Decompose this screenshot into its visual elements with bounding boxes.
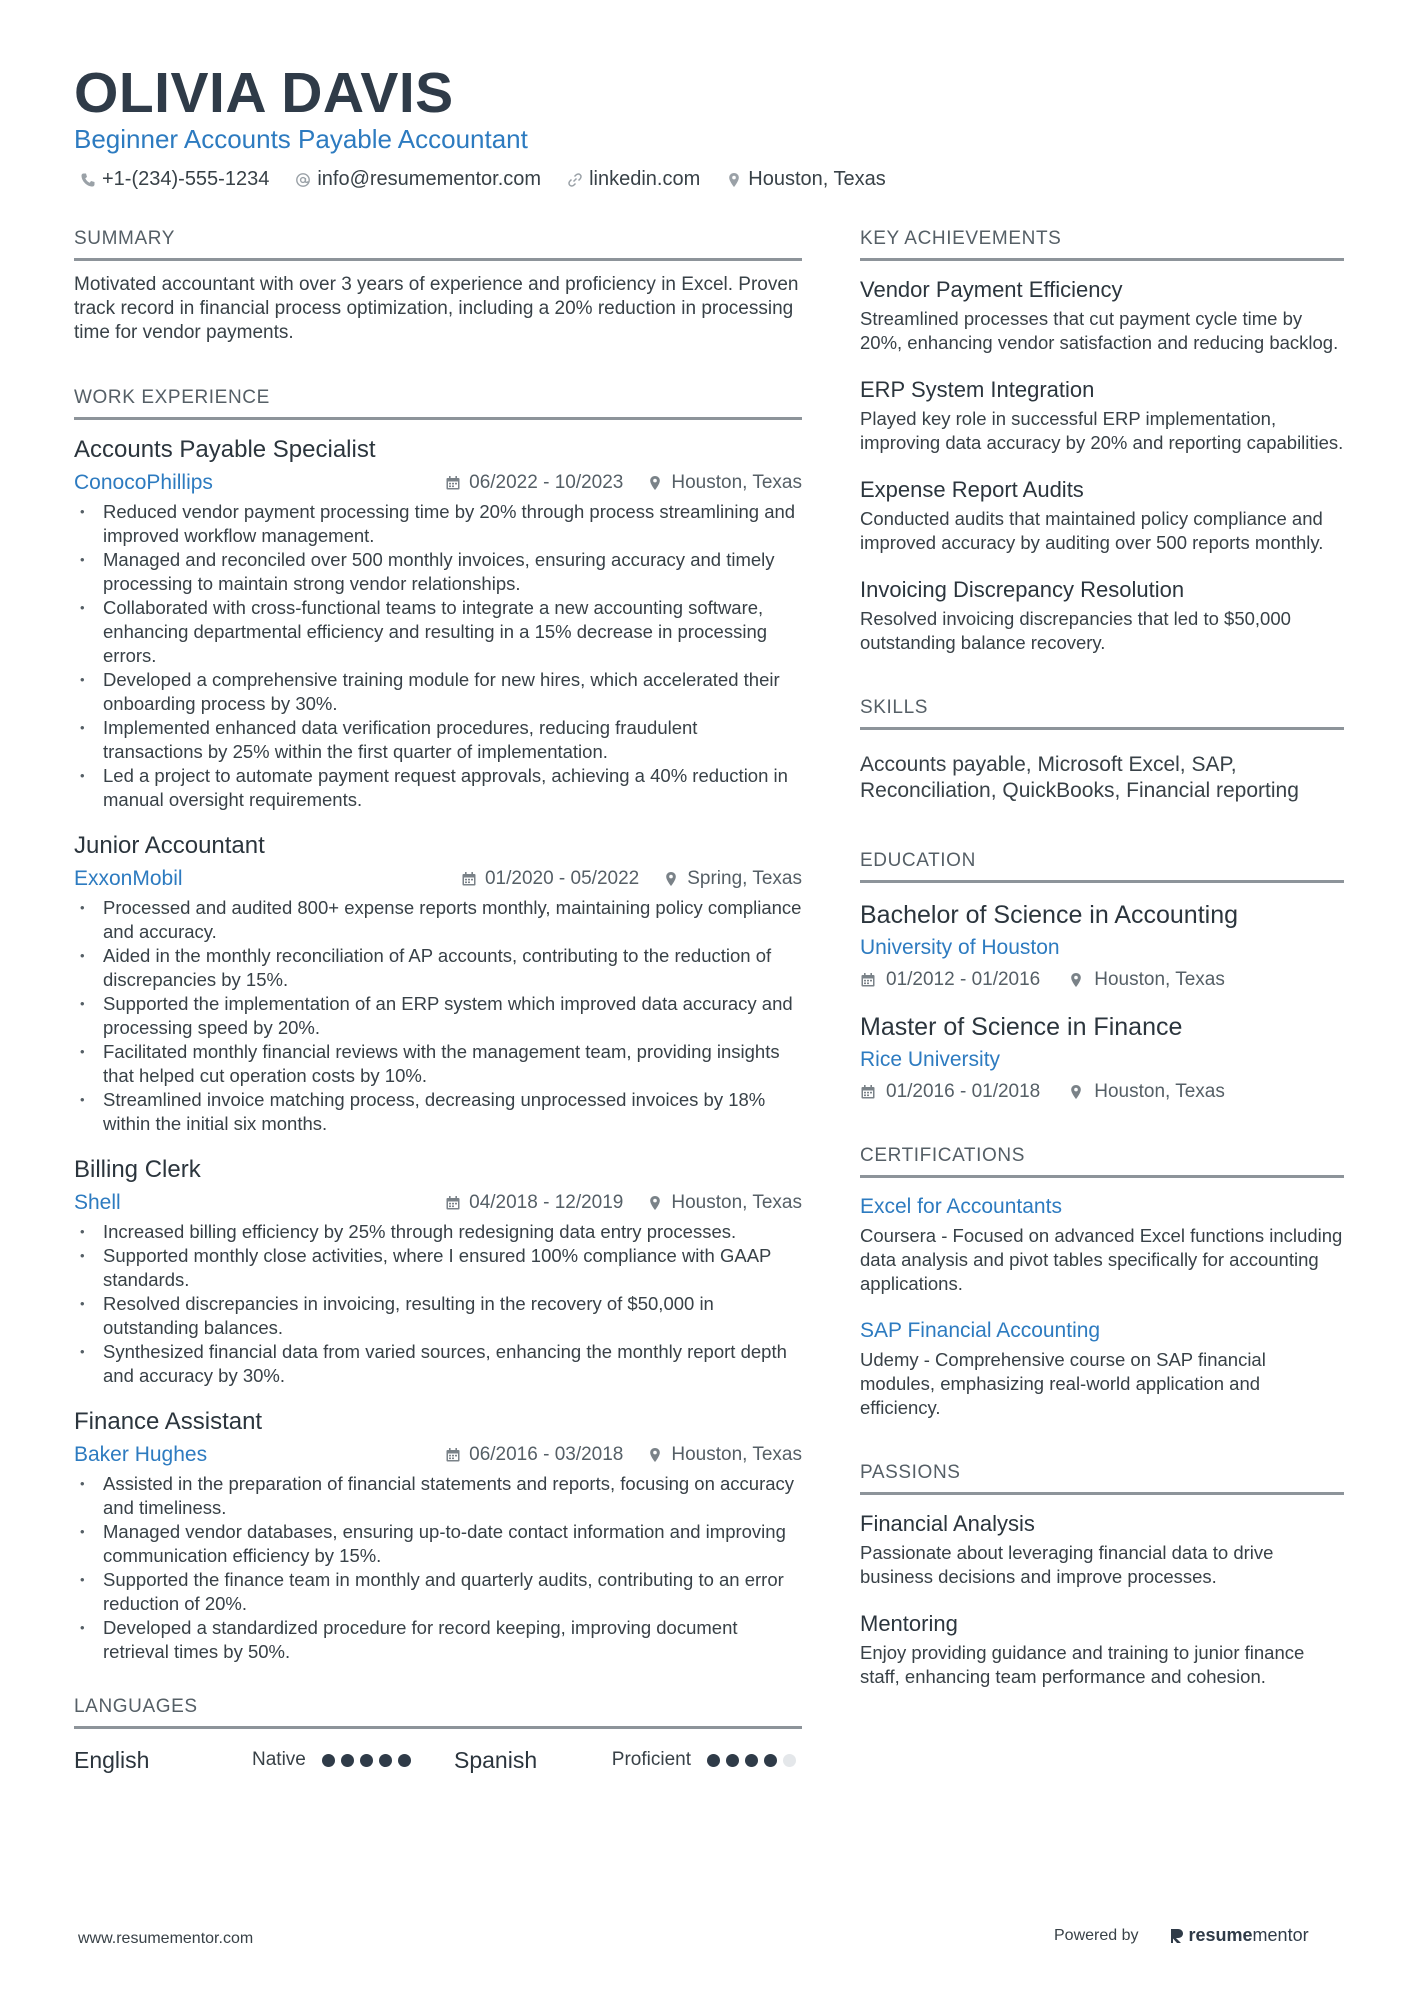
contact-email[interactable] xyxy=(295,168,541,191)
section-heading-summary: SUMMARY xyxy=(74,226,802,261)
job-entry xyxy=(74,434,802,812)
bullet-item: • Collaborated with cross-functional teams to integrate a new accounting software, enhancing departmental efficiency and resulting in a 15% decrease in processing errors. xyxy=(74,596,802,668)
passion-title: Mentoring xyxy=(860,1611,958,1636)
bullet-item: • Aided in the monthly reconciliation of AP accounts, contributing to the reduction of discrepancies by 15%. xyxy=(74,944,802,992)
brand-mark-icon xyxy=(1169,1927,1185,1945)
brand-bold: resume xyxy=(1188,1925,1253,1945)
certification-item xyxy=(860,1316,1344,1420)
rating-dot xyxy=(726,1754,739,1767)
achievement-title: Expense Report Audits xyxy=(860,477,1084,502)
brand-logo xyxy=(1169,1925,1309,1946)
job-bullets xyxy=(74,1220,802,1388)
job-title: Finance Assistant xyxy=(74,1408,263,1435)
map-pin-icon xyxy=(647,1195,663,1211)
achievement-item xyxy=(860,575,1344,655)
passion-list xyxy=(860,1509,1344,1689)
education-location: Houston, Texas xyxy=(1094,1081,1225,1102)
achievement-desc: Played key role in successful ERP implementation, improving data accuracy by 20% and reporting capabilities. xyxy=(860,408,1344,453)
rating-dot xyxy=(745,1754,758,1767)
language-name: Spanish xyxy=(454,1746,538,1773)
powered-by-text: Powered by xyxy=(1054,1926,1139,1944)
calendar-icon xyxy=(461,871,477,887)
footer-powered xyxy=(1054,1925,1309,1946)
achievement-list xyxy=(860,275,1344,655)
certifications-section xyxy=(860,1143,1344,1420)
rating-dot xyxy=(764,1754,777,1767)
job-entry xyxy=(74,1154,802,1388)
education-dates: 01/2016 - 01/2018 xyxy=(886,1081,1041,1102)
job-location: Houston, Texas xyxy=(671,1192,802,1213)
map-pin-icon xyxy=(663,871,679,887)
achievements-section xyxy=(860,226,1344,655)
job-dates-location xyxy=(445,1192,802,1214)
passions-section xyxy=(860,1460,1344,1689)
job-location: Houston, Texas xyxy=(671,472,802,493)
education-location: Houston, Texas xyxy=(1094,969,1225,990)
job-meta xyxy=(74,468,802,498)
rating-dot xyxy=(322,1754,335,1767)
brand-rest: mentor xyxy=(1252,1925,1309,1945)
language-list xyxy=(74,1729,802,1775)
section-heading-certifications: CERTIFICATIONS xyxy=(860,1143,1344,1178)
rating-dot xyxy=(379,1754,392,1767)
section-heading-passions: PASSIONS xyxy=(860,1460,1344,1495)
rating-dot xyxy=(360,1754,373,1767)
job-list xyxy=(74,434,802,1664)
map-pin-icon xyxy=(726,172,742,188)
map-pin-icon xyxy=(647,1447,663,1463)
company-name: ConocoPhillips xyxy=(74,471,213,494)
job-location: Houston, Texas xyxy=(671,1444,802,1465)
education-item xyxy=(860,899,1344,993)
language-level: Proficient xyxy=(611,1749,691,1770)
at-icon xyxy=(295,172,311,188)
certification-desc: Coursera - Focused on advanced Excel functions including data analysis and pivot tables specifically for accounting applications. xyxy=(860,1225,1343,1294)
map-pin-icon xyxy=(1068,972,1084,988)
passion-desc: Passionate about leveraging financial data to drive business decisions and improve processes. xyxy=(860,1542,1274,1587)
language-item xyxy=(74,1745,454,1775)
rating-dot xyxy=(341,1754,354,1767)
achievement-item xyxy=(860,475,1344,555)
job-bullets xyxy=(74,896,802,1136)
achievement-title: Invoicing Discrepancy Resolution xyxy=(860,577,1185,602)
education-section xyxy=(860,848,1344,1105)
bullet-item: • Processed and audited 800+ expense reports monthly, maintaining policy compliance and accuracy. xyxy=(74,896,802,944)
education-item xyxy=(860,1011,1344,1105)
job-bullets xyxy=(74,500,802,812)
achievement-item xyxy=(860,275,1344,355)
bullet-item: • Led a project to automate payment request approvals, achieving a 40% reduction in manual oversight requirements. xyxy=(74,764,802,812)
language-rating xyxy=(707,1754,802,1767)
contact-bar xyxy=(80,168,912,191)
bullet-item: • Supported monthly close activities, where I ensured 100% compliance with GAAP standards. xyxy=(74,1244,802,1292)
certification-title: Excel for Accountants xyxy=(860,1195,1062,1218)
passion-desc: Enjoy providing guidance and training to junior finance staff, enhancing team performance and cohesion. xyxy=(860,1642,1305,1687)
certification-list xyxy=(860,1192,1344,1420)
language-name: English xyxy=(74,1746,150,1773)
job-entry xyxy=(74,1406,802,1664)
passion-title: Financial Analysis xyxy=(860,1511,1035,1536)
candidate-title: Beginner Accounts Payable Accountant xyxy=(74,124,528,154)
job-entry xyxy=(74,830,802,1136)
achievement-desc: Streamlined processes that cut payment cycle time by 20%, enhancing vendor satisfaction and reducing backlog. xyxy=(860,308,1339,353)
school-name: Rice University xyxy=(860,1048,1001,1071)
language-rating xyxy=(322,1754,417,1767)
location-text: Houston, Texas xyxy=(748,168,886,190)
company-name: Shell xyxy=(74,1191,121,1214)
job-dates: 04/2018 - 12/2019 xyxy=(469,1192,624,1213)
degree: Bachelor of Science in Accounting xyxy=(860,901,1239,929)
link-text: linkedin.com xyxy=(589,168,701,190)
rating-dot xyxy=(783,1754,796,1767)
section-heading-experience: WORK EXPERIENCE xyxy=(74,385,802,420)
contact-location xyxy=(726,168,886,191)
map-pin-icon xyxy=(647,475,663,491)
company-name: Baker Hughes xyxy=(74,1443,208,1466)
job-dates-location xyxy=(445,1444,802,1466)
achievement-desc: Conducted audits that maintained policy compliance and improved accuracy by auditing over 500 reports monthly. xyxy=(860,508,1324,553)
languages-section xyxy=(74,1694,802,1775)
language-level: Native xyxy=(252,1749,306,1770)
right-column xyxy=(860,226,1344,1689)
candidate-name: OLIVIA DAVIS xyxy=(74,61,454,125)
section-heading-languages: LANGUAGES xyxy=(74,1694,802,1729)
skills-text: Accounts payable, Microsoft Excel, SAP, Reconciliation, QuickBooks, Financial reporting xyxy=(860,753,1299,802)
section-heading-achievements: KEY ACHIEVEMENTS xyxy=(860,226,1344,261)
certification-title: SAP Financial Accounting xyxy=(860,1319,1101,1342)
rating-dot xyxy=(707,1754,720,1767)
job-dates-location xyxy=(461,868,802,890)
degree: Master of Science in Finance xyxy=(860,1013,1183,1041)
section-heading-education: EDUCATION xyxy=(860,848,1344,883)
certification-desc: Udemy - Comprehensive course on SAP financial modules, emphasizing real-world application and efficiency. xyxy=(860,1349,1266,1418)
education-dates-location xyxy=(860,967,1344,993)
bullet-item: • Supported the finance team in monthly and quarterly audits, contributing to an error reduction of 20%. xyxy=(74,1568,802,1616)
bullet-item: • Implemented enhanced data verification procedures, reducing fraudulent transactions by 25% within the first quarter of implementation. xyxy=(74,716,802,764)
bullet-item: • Supported the implementation of an ERP system which improved data accuracy and processing speed by 20%. xyxy=(74,992,802,1040)
school-name: University of Houston xyxy=(860,936,1060,959)
job-title: Billing Clerk xyxy=(74,1156,201,1183)
education-list xyxy=(860,899,1344,1105)
passion-item xyxy=(860,1509,1344,1589)
email-text: info@resumementor.com xyxy=(317,168,542,190)
phone-icon xyxy=(80,172,96,188)
phone-text: +1-(234)-555-1234 xyxy=(102,168,270,190)
job-title: Junior Accountant xyxy=(74,832,265,859)
achievement-title: ERP System Integration xyxy=(860,377,1095,402)
bullet-item: • Managed and reconciled over 500 monthly invoices, ensuring accuracy and timely processing to maintain strong vendor relationships. xyxy=(74,548,802,596)
calendar-icon xyxy=(445,1447,461,1463)
achievement-title: Vendor Payment Efficiency xyxy=(860,277,1123,302)
calendar-icon xyxy=(445,475,461,491)
map-pin-icon xyxy=(1068,1084,1084,1100)
bullet-item: • Assisted in the preparation of financial statements and reports, focusing on accuracy and timeliness. xyxy=(74,1472,802,1520)
left-column xyxy=(74,226,802,1775)
bullet-item: • Developed a standardized procedure for record keeping, improving document retrieval times by 50%. xyxy=(74,1616,802,1664)
job-meta xyxy=(74,864,802,894)
education-dates-location xyxy=(860,1079,1344,1105)
job-meta xyxy=(74,1440,802,1470)
rating-dot xyxy=(398,1754,411,1767)
education-dates: 01/2012 - 01/2016 xyxy=(886,969,1041,990)
summary-text: Motivated accountant with over 3 years of experience and proficiency in Excel. Proven track record in financial process optimization, including a 20% reduction in processing time for vendor payments. xyxy=(74,274,799,343)
job-dates: 06/2022 - 10/2023 xyxy=(469,472,624,493)
job-dates-location xyxy=(445,472,802,494)
bullet-item: • Resolved discrepancies in invoicing, resulting in the recovery of $50,000 in outstanding balances. xyxy=(74,1292,802,1340)
bullet-item: • Reduced vendor payment processing time by 20% through process streamlining and improved workflow management. xyxy=(74,500,802,548)
achievement-desc: Resolved invoicing discrepancies that led to $50,000 outstanding balance recovery. xyxy=(860,608,1291,653)
calendar-icon xyxy=(860,972,876,988)
experience-section xyxy=(74,385,802,1664)
achievement-item xyxy=(860,375,1344,455)
calendar-icon xyxy=(860,1084,876,1100)
section-heading-skills: SKILLS xyxy=(860,695,1344,730)
job-dates: 06/2016 - 03/2018 xyxy=(469,1444,624,1465)
link-icon xyxy=(567,172,583,188)
bullet-item: • Managed vendor databases, ensuring up-to-date contact information and improving communication efficiency by 15%. xyxy=(74,1520,802,1568)
language-item xyxy=(454,1745,802,1775)
passion-item xyxy=(860,1609,1344,1689)
summary-section xyxy=(74,226,802,345)
bullet-item: • Streamlined invoice matching process, decreasing unprocessed invoices by 18% within the initial six months. xyxy=(74,1088,802,1136)
bullet-item: • Synthesized financial data from varied sources, enhancing the monthly report depth and accuracy by 30%. xyxy=(74,1340,802,1388)
bullet-item: • Facilitated monthly financial reviews with the management team, providing insights that helped cut operation costs by 10%. xyxy=(74,1040,802,1088)
job-bullets xyxy=(74,1472,802,1664)
bullet-item: • Developed a comprehensive training module for new hires, which accelerated their onboarding process by 30%. xyxy=(74,668,802,716)
calendar-icon xyxy=(445,1195,461,1211)
skills-section xyxy=(860,695,1344,804)
contact-link[interactable] xyxy=(567,168,700,191)
footer-website[interactable]: www.resumementor.com xyxy=(78,1930,254,1947)
job-location: Spring, Texas xyxy=(687,868,802,889)
bullet-item: • Increased billing efficiency by 25% through redesigning data entry processes. xyxy=(74,1220,802,1244)
contact-phone xyxy=(80,168,269,191)
certification-item xyxy=(860,1192,1344,1296)
company-name: ExxonMobil xyxy=(74,867,183,890)
job-dates: 01/2020 - 05/2022 xyxy=(484,868,640,889)
job-title: Accounts Payable Specialist xyxy=(74,436,376,463)
job-meta xyxy=(74,1188,802,1218)
